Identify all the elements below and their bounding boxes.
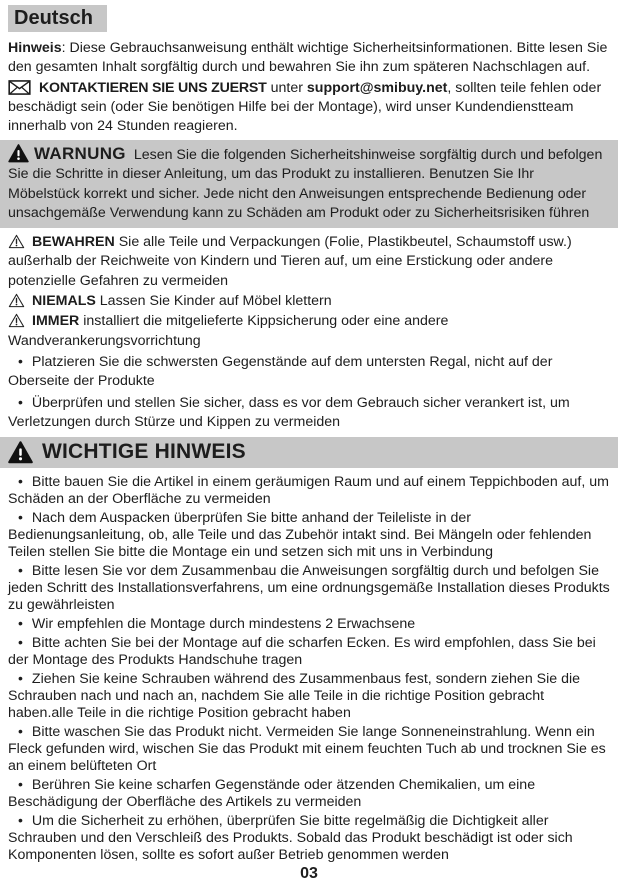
bullet-dot <box>18 354 32 370</box>
bullet-dot <box>18 474 32 490</box>
note-item <box>8 473 610 508</box>
note-item <box>8 615 610 633</box>
warning-bullet-text: Überprüfen und stellen Sie sicher, dass es vor dem Gebrauch sicher verankert ist, um Verletzungen durch Stürze und Kippen zu vermeiden <box>8 394 570 430</box>
language-header-label: Deutsch <box>14 7 93 29</box>
warning-triangle-filled-icon <box>8 441 33 464</box>
safety-items-list <box>8 233 610 351</box>
safety-item-label: BEWAHREN <box>32 234 115 251</box>
warnung-title: WARNUNG <box>34 144 126 163</box>
bullet-dot <box>18 510 32 526</box>
hinweis-separator: : <box>61 40 70 56</box>
safety-item-text: Sie alle Teile und Verpackungen (Folie, Plastikbeutel, Schaumstoff usw.) außerhalb der Reichweite von Kindern und Tieren auf, um eine Erstickung oder andere potenzielle Gefahren zu vermeiden <box>8 234 572 289</box>
warning-bullet-item <box>8 393 610 433</box>
note-item <box>8 509 610 561</box>
note-item <box>8 723 610 775</box>
note-text: Berühren Sie keine scharfen Gegenstände oder ätzenden Chemikalien, um eine Beschädigung der Oberfläche des Artikels zu vermeiden <box>8 777 536 811</box>
bullet-dot <box>18 777 32 793</box>
note-item <box>8 812 610 864</box>
note-text: Bitte achten Sie bei der Montage auf die scharfen Ecken. Es wird empfohlen, dass Sie bei der Montage des Produkts Handschuhe tragen <box>8 635 596 669</box>
warnung-body: Lesen Sie die folgenden Sicherheitshinweise sorgfältig durch und befolgen Sie die Schritte in dieser Anleitung, um das Produkt zu installieren. Benutzen Sie Ihr Möbelstück korrekt und sicher. Jede nicht den Anweisungen entsprechende Bedienung oder unsachgemäße Verwendung kann zu Schäden am Produkt oder zu Sicherheitsrisiken führen <box>8 147 603 221</box>
safety-item <box>8 292 610 311</box>
bullet-dot <box>18 395 32 411</box>
safety-item-text: installiert die mitgelieferte Kippsicherung oder eine andere Wandverankerungsvorrichtung <box>8 313 449 349</box>
warning-triangle-outline-icon <box>8 313 25 328</box>
bullet-dot <box>18 635 32 651</box>
safety-item <box>8 312 610 351</box>
language-header <box>8 5 107 32</box>
bullet-dot <box>18 671 32 687</box>
warnung-section <box>0 140 618 228</box>
contact-email: support@smibuy.net <box>306 80 448 96</box>
contact-lead: KONTAKTIEREN SIE UNS ZUERST <box>39 80 267 96</box>
note-item <box>8 670 610 722</box>
contact-tail: , sollten teile fehlen oder beschädigt sein (oder Sie benötigen Hilfe bei der Montage), wird unser Kundendienstteam innerhalb von 24 Stunden reagieren. <box>8 80 602 134</box>
note-text: Bitte bauen Sie die Artikel in einem geräumigen Raum und auf einem Teppichboden auf, um Schäden an der Oberfläche zu vermeiden <box>8 474 609 508</box>
safety-item-text: Lassen Sie Kinder auf Möbel klettern <box>99 293 332 310</box>
warning-triangle-outline-icon <box>8 234 25 249</box>
note-text: Um die Sicherheit zu erhöhen, überprüfen Sie bitte regelmäßig die Dichtigkeit aller Schrauben und den Verschleiß des Produkts. Sobald das Produkt beschädigt ist oder sich Komponenten lösen, sollte es sofort außer Betrieb genommen werden <box>8 813 573 864</box>
safety-item-label: IMMER <box>32 313 80 330</box>
wichtige-title: WICHTIGE HINWEIS <box>42 440 246 464</box>
warning-bullet-text: Platzieren Sie die schwersten Gegenstände auf dem untersten Regal, nicht auf der Oberseite der Produkte <box>8 353 553 390</box>
contact-paragraph <box>8 79 610 136</box>
notes-list <box>8 473 610 864</box>
note-text: Wir empfehlen die Montage durch mindestens 2 Erwachsene <box>31 616 416 633</box>
note-text: Bitte waschen Sie das Produkt nicht. Vermeiden Sie lange Sonneneinstrahlung. Wenn ein Fleck gefunden wird, wischen Sie das Produkt mit einem feuchten Tuch ab und trocknen Sie es an einem belüfteten Ort <box>8 724 606 775</box>
bullet-dot <box>18 616 32 632</box>
note-item <box>8 634 610 669</box>
note-item <box>8 562 610 614</box>
safety-item-label: NIEMALS <box>32 293 96 310</box>
bullet-dot <box>18 813 32 829</box>
note-item <box>8 776 610 811</box>
warning-triangle-filled-icon <box>8 144 29 163</box>
contact-mid: unter <box>266 80 307 96</box>
warning-bullet-list <box>8 352 610 432</box>
page-number: 03 <box>300 865 318 879</box>
note-text: Bitte lesen Sie vor dem Zusammenbau die Anweisungen sorgfältig durch und befolgen Sie jeden Schritt des Installationsverfahrens, um eine ordnungsgemäße Installation dieses Produkts zu gewährleisten <box>8 563 610 614</box>
note-text: Nach dem Auspacken überprüfen Sie bitte anhand der Teileliste in der Bedienungsanleitung, ob, alle Teile und das Zubehör intakt sind. Bei Mängeln oder fehlenden Teilen stellen Sie bitte die Montage ein und setzen sich mit uns in Verbindung <box>8 510 592 561</box>
safety-item <box>8 233 610 291</box>
warning-triangle-outline-icon <box>8 293 25 308</box>
note-text: Ziehen Sie keine Schrauben während des Zusammenbaus fest, sondern ziehen Sie die Schrauben nach und nach an, nachdem Sie alle Teile in die richtige Position gebracht haben.alle Teile in die richtige Position gebracht haben <box>8 671 581 722</box>
bullet-dot <box>18 563 32 579</box>
wichtige-header-bar <box>0 437 618 468</box>
hinweis-paragraph <box>8 39 610 77</box>
bullet-dot <box>18 724 32 740</box>
hinweis-label: Hinweis <box>8 40 62 56</box>
warning-bullet-item <box>8 352 610 392</box>
envelope-icon <box>8 80 31 95</box>
hinweis-text: Diese Gebrauchsanweisung enthält wichtige Sicherheitsinformationen. Bitte lesen Sie den gesamten Inhalt sorgfältig durch und bewahren Sie ihn zum späteren Nachschlagen auf. <box>8 40 608 75</box>
